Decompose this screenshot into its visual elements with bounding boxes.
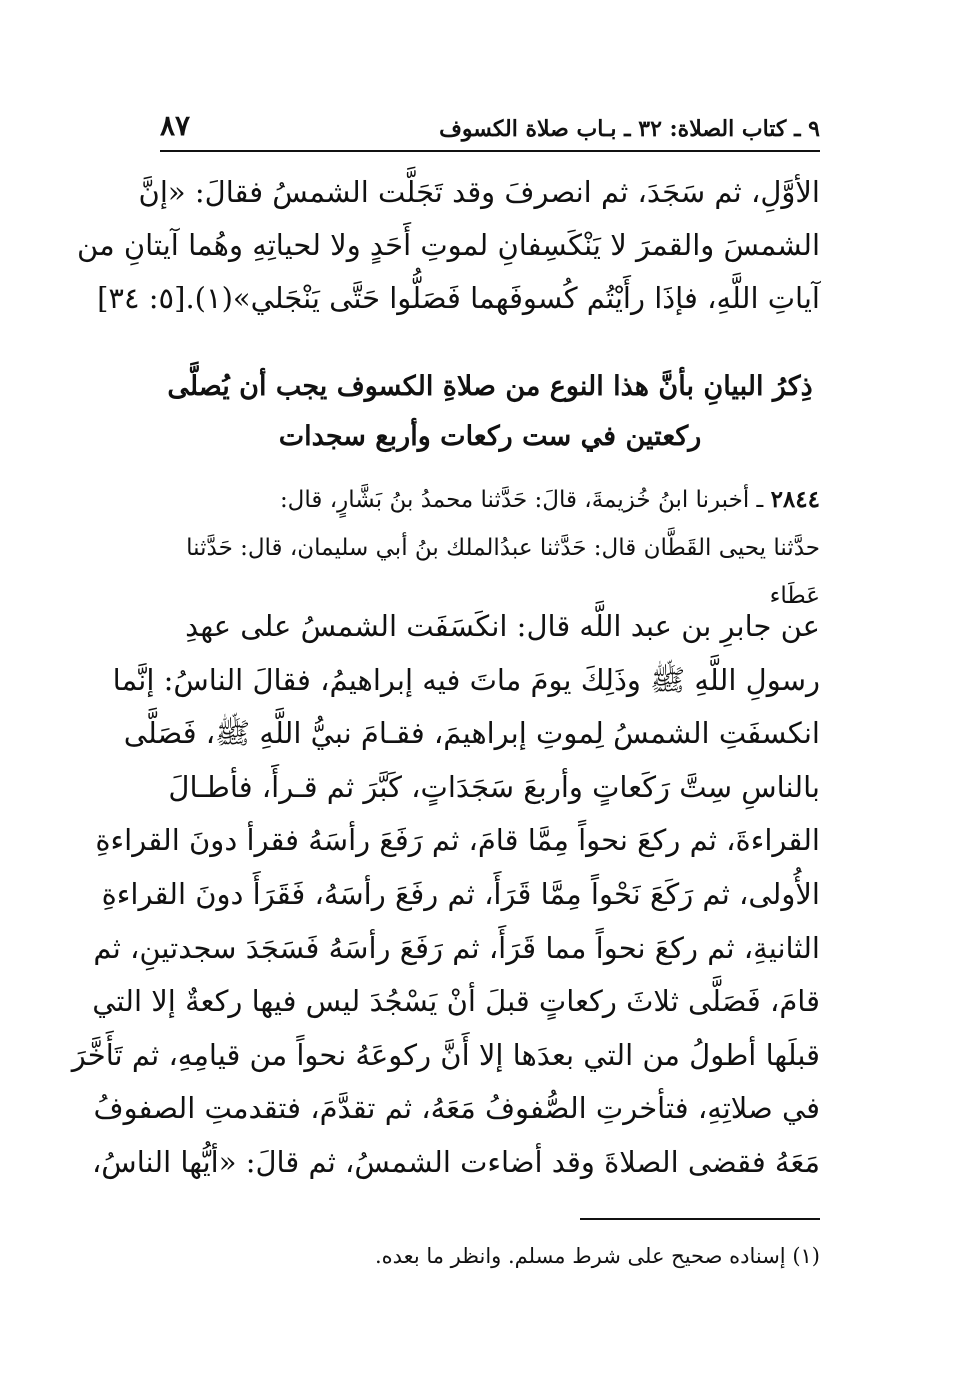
matn-line: قبلَها أطولُ من التي بعدَها إلا أَنَّ ركوعَهُ نحواً من قيامِهِ، ثم تَأَخَّرَ (71, 1037, 820, 1072)
header-rule (160, 150, 820, 152)
isnad-paragraph (160, 476, 820, 620)
matn-line: مَعَهُ فقضى الصلاةَ وقد أضاءت الشمسُ، ثم قالَ: «أيُّها الناسُ، (91, 1144, 820, 1179)
text-line-content: آياتِ اللَّهِ، فإذَا رأَيْتُم كُسوفَهما فَصَلُّوا حَتَّى يَنْجَلي»(١). (185, 281, 820, 315)
matn-line: عن جابرِ بن عبد اللَّه قال: انكَسَفَت الشمسُ على عهدِ (185, 609, 820, 643)
page-number: ٨٧ (160, 109, 191, 142)
heading-line: ركعتين في ست ركعات وأربع سجدات (278, 421, 702, 452)
footnote: (١) إسناده صحيح على شرط مسلم. وانظر ما بعده. (374, 1244, 820, 1268)
matn-line: الأُولى، ثم رَكَعَ نَحْواً مِمَّا قَرَأَ، ثم رفَعَ رأسَهُ، فَقَرَأَ دونَ القراءةِ (101, 876, 820, 911)
chapter-heading (160, 362, 820, 462)
matn-line: في صلاتِهِ، فتأخرتِ الصُّفوفُ مَعَهُ، ثم تقدَّمَ، فتقدمتِ الصفوفُ (93, 1091, 820, 1126)
heading-line: ذِكرُ البيانِ بأنَّ هذا النوع من صلاةِ الكسوف يجب أن يُصلَّى (167, 371, 813, 402)
hadith-reference: [٥: ٣٤] (97, 281, 186, 315)
matn-line: القراءةَ، ثم ركعَ نحواً مِمَّا قامَ، ثم رَفَعَ رأسَهُ فقرأ دونَ القراءةِ (95, 823, 820, 858)
running-title: ٩ ـ كتاب الصلاة: ٣٢ ـ بـاب صلاة الكسوف (439, 116, 820, 142)
text-line: الشمسَ والقمرَ لا يَنْكَسِفانِ لموتِ أَحَدٍ ولا لحياتِهِ وهُما آيتانِ من (77, 228, 820, 262)
text-line: الأوَّلِ، ثم سَجَدَ، ثم انصرفَ وقد تَجَلَّت الشمسُ فقالَ: «إنَّ (138, 175, 820, 209)
hadith-number: ٢٨٤٤ (770, 486, 820, 513)
isnad-line (160, 476, 820, 524)
continuation-paragraph (77, 166, 820, 325)
matn-line: انكسفَتِ الشمسُ لِموتِ إبراهيمَ، فقـامَ نبيُّ اللَّهِ ﷺ، فَصَلَّى (123, 716, 820, 751)
matn-line: الثانيةِ، ثم ركعَ نحواً مما قَرَأَ، ثم رَفَعَ رأسَهُ فَسَجَدَ سجدتينِ، ثم (93, 930, 820, 965)
matn-line: بالناسِ سِتَّ رَكَعاتٍ وأربعَ سَجَدَاتٍ، كَبَّرَ ثم قـرأَ، فأطـالَ (168, 769, 820, 804)
text-line (97, 272, 820, 325)
isnad-line-text: ـ أخبرنا ابنُ خُزيمةَ، قالَ: حَدَّثنا محمدُ بنُ بَشَّارٍ، قال: (279, 487, 764, 513)
footnote-rule (580, 1218, 820, 1220)
isnad-line: عَطَاء (769, 583, 820, 609)
matn-line: قامَ، فَصَلَّى ثلاثَ ركعاتٍ قبلَ أنْ يَسْجُدَ ليس فيها ركعةٌ إلا التي (92, 984, 820, 1019)
matn-line: رسولِ اللَّهِ ﷺ وذَلِكَ يومَ ماتَ فيه إبراهيمُ، فقالَ الناسُ: إنَّما (112, 662, 820, 697)
isnad-line: حدَّثنا يحيى القَطَّان قال: حَدَّثنا عبدُالملك بنُ أبي سليمان، قال: حَدَّثنا (186, 535, 820, 561)
matn-paragraph (71, 600, 820, 1190)
page-header (160, 98, 820, 142)
